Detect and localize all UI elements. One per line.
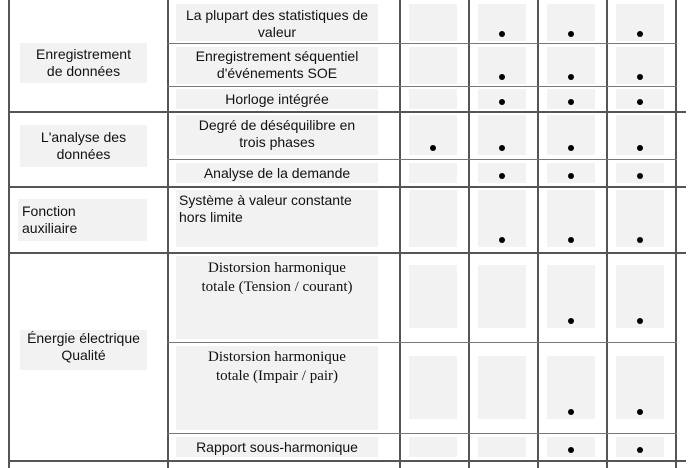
value-cell [478,265,526,328]
category-label: Fonction auxiliaire [22,203,78,236]
supported-dot-icon [637,74,643,80]
supported-dot-icon [637,447,643,453]
feature-label: Système à valeur constante hors limite [179,192,352,225]
category-cell [20,125,147,167]
supported-dot-icon [499,145,505,151]
section-divider [8,186,686,188]
value-cell [478,437,526,457]
table-left-border [8,0,10,468]
supported-dot-icon [568,447,574,453]
supported-dot-icon [637,409,643,415]
value-cell [409,356,457,419]
supported-dot-icon [637,318,643,324]
supported-dot-icon [637,237,643,243]
row-divider [167,433,677,434]
feature-label: Enregistrement séquentiel d'événements SOE [195,48,359,81]
supported-dot-icon [568,31,574,37]
supported-dot-icon [637,99,643,105]
feature-label: Rapport sous-harmonique [196,439,358,455]
supported-dot-icon [499,74,505,80]
supported-dot-icon [568,99,574,105]
feature-label: Distorsion harmonique totale (Impair / pair) [208,349,346,384]
value-cell [409,190,457,247]
row-divider [167,86,677,87]
category-cell [20,43,147,83]
row-divider [167,159,677,160]
feature-label: Analyse de la demande [203,165,351,181]
value-cell [409,89,457,109]
supported-dot-icon [637,173,643,179]
category-cell [18,199,147,241]
section-divider [8,252,686,254]
value-cell [409,265,457,328]
feature-label: Degré de déséquilibre en trois phases [198,117,356,150]
column-divider [399,0,401,468]
supported-dot-icon [568,145,574,151]
table-bottom-border [8,460,686,462]
section-divider [8,111,686,113]
row-divider [167,43,677,44]
supported-dot-icon [499,99,505,105]
column-divider [167,0,169,468]
table-right-border [675,0,677,468]
value-cell [409,163,457,183]
supported-dot-icon [568,173,574,179]
feature-label: Horloge intégrée [225,91,329,107]
supported-dot-icon [499,237,505,243]
category-label: Enregistrement de données [36,46,131,79]
value-cell [409,4,457,41]
feature-label: La plupart des statistiques de valeur [185,7,369,40]
category-label: Énergie électrique Qualité [27,330,140,363]
value-cell [409,47,457,84]
value-cell [409,437,457,457]
supported-dot-icon [637,145,643,151]
supported-dot-icon [499,173,505,179]
row-divider [167,342,677,343]
category-cell [20,330,147,370]
column-divider [537,0,539,468]
supported-dot-icon [430,145,436,151]
feature-label: Distorsion harmonique totale (Tension / courant) [201,260,353,295]
value-cell [478,356,526,419]
column-divider [468,0,470,468]
supported-dot-icon [637,31,643,37]
supported-dot-icon [568,318,574,324]
supported-dot-icon [568,74,574,80]
column-divider [606,0,608,468]
supported-dot-icon [499,31,505,37]
supported-dot-icon [568,409,574,415]
supported-dot-icon [568,237,574,243]
category-label: L'analyse des données [40,129,127,162]
